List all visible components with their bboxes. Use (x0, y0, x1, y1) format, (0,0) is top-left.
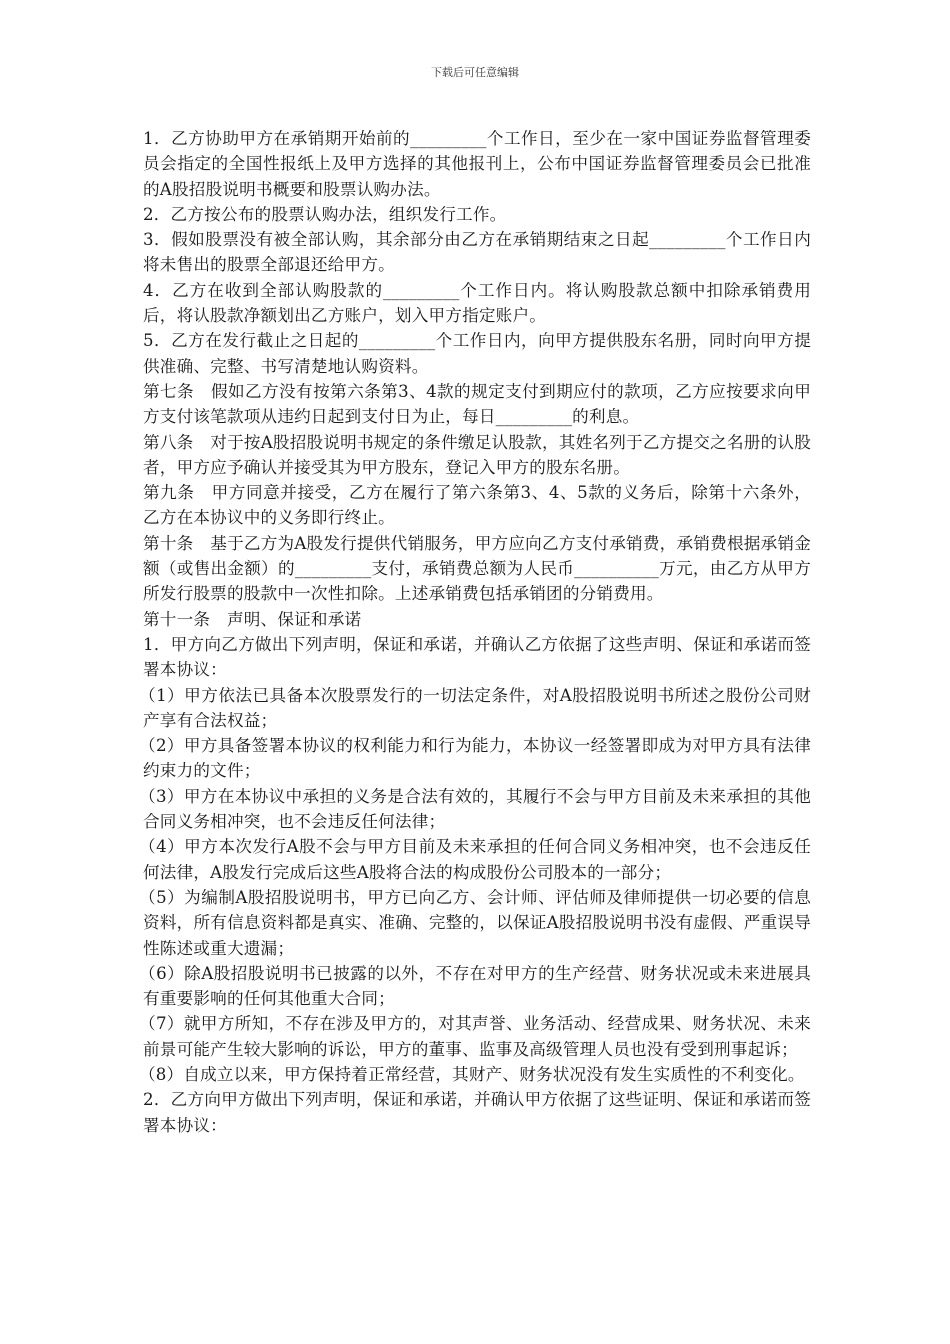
clause-6-item-2: 2．乙方按公布的股票认购办法，组织发行工作。 (143, 204, 507, 224)
clause-10: 第十条 基于乙方为A股发行提供代销服务，甲方应向乙方支付承销费，承销费根据承销金额（或售出金额）的_________支付，承销费总额为人民币__________万元，由乙方从甲方所发行股票的股款中一次性扣除。上述承销费包括承销团的分销费用。 (143, 533, 811, 604)
clause-6-item-3: 3．假如股票没有被全部认购，其余部分由乙方在承销期结束之日起_________个工作日内将未售出的股票全部退还给甲方。 (143, 230, 811, 275)
clause-11-heading: 第十一条 声明、保证和承诺 (143, 609, 362, 629)
document-body (139, 126, 811, 1138)
clause-11-item-1-sub-7: （7）就甲方所知，不存在涉及甲方的，对其声誉、业务活动、经营成果、财务状况、未来前景可能产生较大影响的诉讼，甲方的董事、监事及高级管理人员也没有受到刑事起诉； (139, 1014, 811, 1059)
clause-11-item-1-sub-4: （4）甲方本次发行A股不会与甲方目前及未来承担的任何合同义务相冲突，也不会违反任何法律，A股发行完成后这些A股将合法的构成股份公司股本的一部分； (139, 837, 811, 882)
clause-9: 第九条 甲方同意并接受，乙方在履行了第六条第3、4、5款的义务后，除第十六条外，乙方在本协议中的义务即行终止。 (143, 483, 811, 528)
clause-6-item-5: 5．乙方在发行截止之日起的_________个工作日内，向甲方提供股东名册，同时向甲方提供准确、完整、书写清楚地认购资料。 (143, 331, 811, 376)
clause-8: 第八条 对于按A股招股说明书规定的条件缴足认股款，其姓名列于乙方提交之名册的认股者，甲方应予确认并接受其为甲方股东，登记入甲方的股东名册。 (143, 432, 811, 477)
clause-11-item-2: 2．乙方向甲方做出下列声明，保证和承诺，并确认甲方依据了这些证明、保证和承诺而签署本协议： (143, 1090, 811, 1135)
clause-7: 第七条 假如乙方没有按第六条第3、4款的规定支付到期应付的款项，乙方应按要求向甲方支付该笔款项从违约日起到支付日为止，每日_________的利息。 (143, 381, 811, 427)
clause-11-item-1-sub-2: （2）甲方具备签署本协议的权利能力和行为能力，本协议一经签署即成为对甲方具有法律约束力的文件； (139, 736, 811, 781)
clause-6-item-1: 1．乙方协助甲方在承销期开始前的_________个工作日，至少在一家中国证券监督管理委员会指定的全国性报纸上及甲方选择的其他报刊上，公布中国证券监督管理委员会已批准的A股招股说明书概要和股票认购办法。 (143, 129, 811, 199)
page-header-note: 下载后可任意编辑 (431, 66, 519, 79)
clause-11-item-1: 1．甲方向乙方做出下列声明，保证和承诺，并确认乙方依据了这些声明、保证和承诺而签署本协议： (143, 634, 811, 680)
clause-11-item-1-sub-3: （3）甲方在本协议中承担的义务是合法有效的，其履行不会与甲方目前及未来承担的其他合同义务相冲突，也不会违反任何法律； (139, 786, 811, 832)
clause-11-item-1-sub-5: （5）为编制A股招股说明书，甲方已向乙方、会计师、评估师及律师提供一切必要的信息资料，所有信息资料都是真实、准确、完整的，以保证A股招股说明书没有虚假、严重误导性陈述或重大遗漏； (139, 887, 811, 958)
clause-6-item-4: 4．乙方在收到全部认购股款的_________个工作日内。将认购股款总额中扣除承销费用后，将认股款净额划出乙方账户，划入甲方指定账户。 (143, 280, 811, 326)
clause-11-item-1-sub-1: （1）甲方依法已具备本次股票发行的一切法定条件，对A股招股说明书所述之股份公司财产享有合法权益； (139, 685, 811, 730)
clause-11-item-1-sub-6: （6）除A股招股说明书已披露的以外，不存在对甲方的生产经营、财务状况或未来进展具有重要影响的任何其他重大合同； (139, 963, 811, 1009)
clause-11-item-1-sub-8: （8）自成立以来，甲方保持着正常经营，其财产、财务状况没有发生实质性的不利变化。 (139, 1064, 805, 1084)
